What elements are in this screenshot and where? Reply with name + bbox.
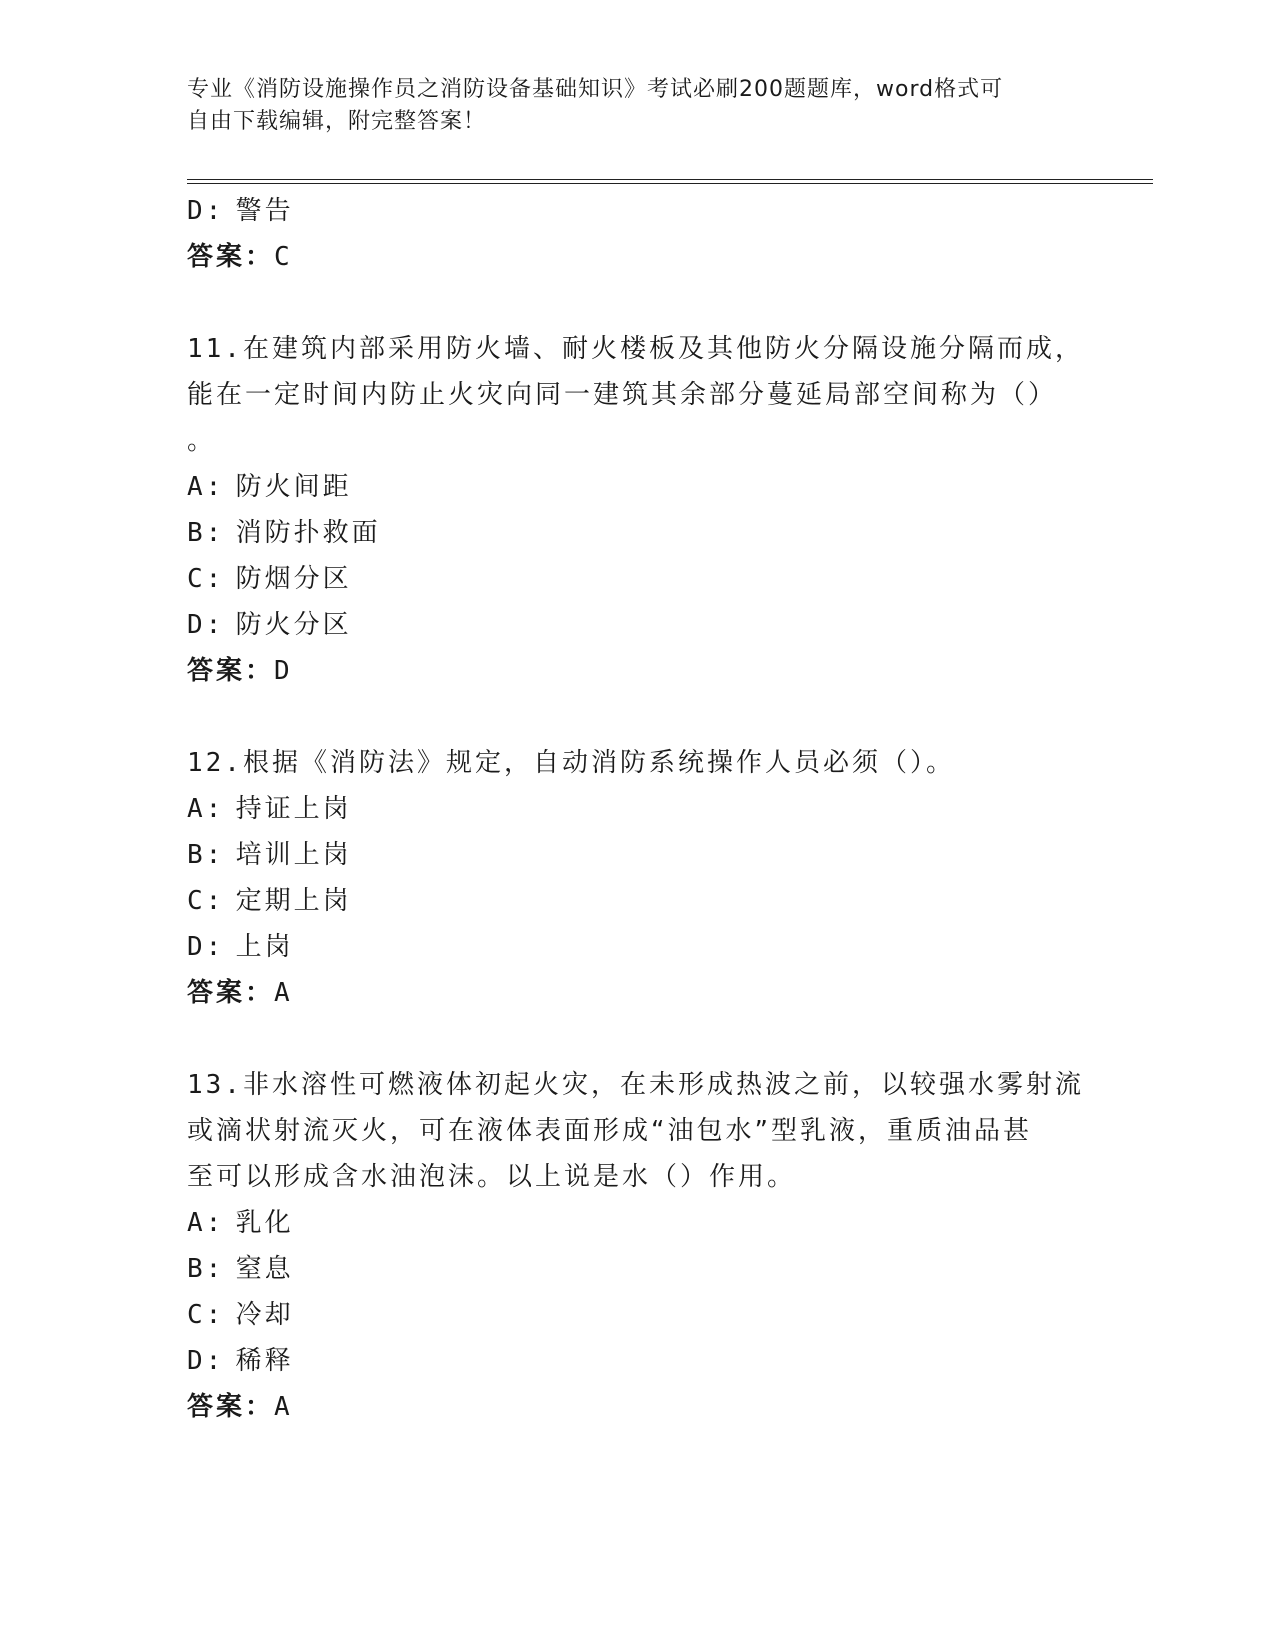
option-letter: D: — [187, 932, 225, 962]
option-text: 防火间距 — [235, 472, 352, 502]
spacer — [187, 280, 1087, 326]
answer-value: C — [274, 242, 293, 272]
option-text: 冷却 — [235, 1300, 294, 1330]
option-letter: A: — [187, 472, 225, 502]
question-stem-line: 。 — [187, 426, 217, 456]
header-line-2: 自由下载编辑，附完整答案！ — [187, 109, 487, 134]
option-a — [187, 786, 1087, 832]
option-text: 窒息 — [235, 1254, 294, 1284]
spacer — [187, 694, 1087, 740]
option-c — [187, 878, 1087, 924]
question-number: 13. — [187, 1070, 243, 1100]
option-letter: A: — [187, 1208, 225, 1238]
question-number: 12. — [187, 748, 243, 778]
answer — [187, 1384, 1087, 1430]
option-a — [187, 464, 1087, 510]
option-d — [187, 602, 1087, 648]
header-divider-top — [187, 179, 1153, 180]
option-b — [187, 1246, 1087, 1292]
option-text: 持证上岗 — [235, 794, 352, 824]
question-stem-line: 能在一定时间内防止火灾向同一建筑其余部分蔓延局部空间称为（） — [187, 380, 1058, 410]
option-letter: C: — [187, 1300, 225, 1330]
answer-value: A — [274, 1392, 293, 1422]
question-13 — [187, 1062, 1087, 1430]
option-c — [187, 1292, 1087, 1338]
option-text: 防烟分区 — [235, 564, 352, 594]
option-letter: B: — [187, 840, 225, 870]
option-letter: D: — [187, 1346, 225, 1376]
option-d — [187, 924, 1087, 970]
question-stem-text: 非水溶性可燃液体初起火灾，在未形成热波之前，以较强水雾射流 — [242, 1070, 1084, 1100]
answer-value: A — [274, 978, 293, 1008]
answer-label: 答案： — [187, 656, 275, 686]
option-letter: A: — [187, 794, 225, 824]
option-b — [187, 832, 1087, 878]
option-letter: B: — [187, 1254, 225, 1284]
option-text: 防火分区 — [235, 610, 352, 640]
option-text: 警告 — [235, 196, 294, 226]
question-stem-line — [187, 326, 1087, 372]
option-text: 乳化 — [235, 1208, 294, 1238]
option-letter: D: — [187, 196, 225, 226]
answer-value: D — [274, 656, 293, 686]
answer — [187, 970, 1087, 1016]
option-d — [187, 1338, 1087, 1384]
document-header — [187, 74, 1067, 138]
answer-label: 答案： — [187, 978, 275, 1008]
option-a — [187, 1200, 1087, 1246]
option-text: 消防扑救面 — [235, 518, 381, 548]
option-text: 稀释 — [235, 1346, 294, 1376]
option-text: 上岗 — [235, 932, 294, 962]
answer-label: 答案： — [187, 1392, 275, 1422]
prev-option-d — [187, 188, 1087, 234]
question-stem-line: 至可以形成含水油泡沫。以上说是水（）作用。 — [187, 1162, 797, 1192]
question-stem-line — [187, 740, 1087, 786]
header-divider-bottom — [187, 183, 1153, 184]
option-c — [187, 556, 1087, 602]
header-line-1: 专业《消防设施操作员之消防设备基础知识》考试必刷200题题库，word格式可 — [187, 77, 1004, 102]
option-text: 培训上岗 — [235, 840, 352, 870]
question-number: 11. — [187, 334, 243, 364]
option-letter: D: — [187, 610, 225, 640]
question-stem-text: 根据《消防法》规定，自动消防系统操作人员必须（）。 — [242, 748, 955, 778]
question-stem-line — [187, 1062, 1087, 1108]
question-stem-text: 在建筑内部采用防火墙、耐火楼板及其他防火分隔设施分隔而成， — [242, 334, 1084, 364]
spacer — [187, 1016, 1087, 1062]
option-letter: C: — [187, 564, 225, 594]
option-letter: C: — [187, 886, 225, 916]
question-list — [187, 188, 1087, 1430]
question-12 — [187, 740, 1087, 1016]
question-11 — [187, 326, 1087, 694]
answer — [187, 648, 1087, 694]
option-b — [187, 510, 1087, 556]
prev-answer — [187, 234, 1087, 280]
option-text: 定期上岗 — [235, 886, 352, 916]
option-letter: B: — [187, 518, 225, 548]
answer-label: 答案： — [187, 242, 275, 272]
question-stem-line: 或滴状射流灭火，可在液体表面形成“油包水”型乳液，重质油品甚 — [187, 1116, 1032, 1146]
